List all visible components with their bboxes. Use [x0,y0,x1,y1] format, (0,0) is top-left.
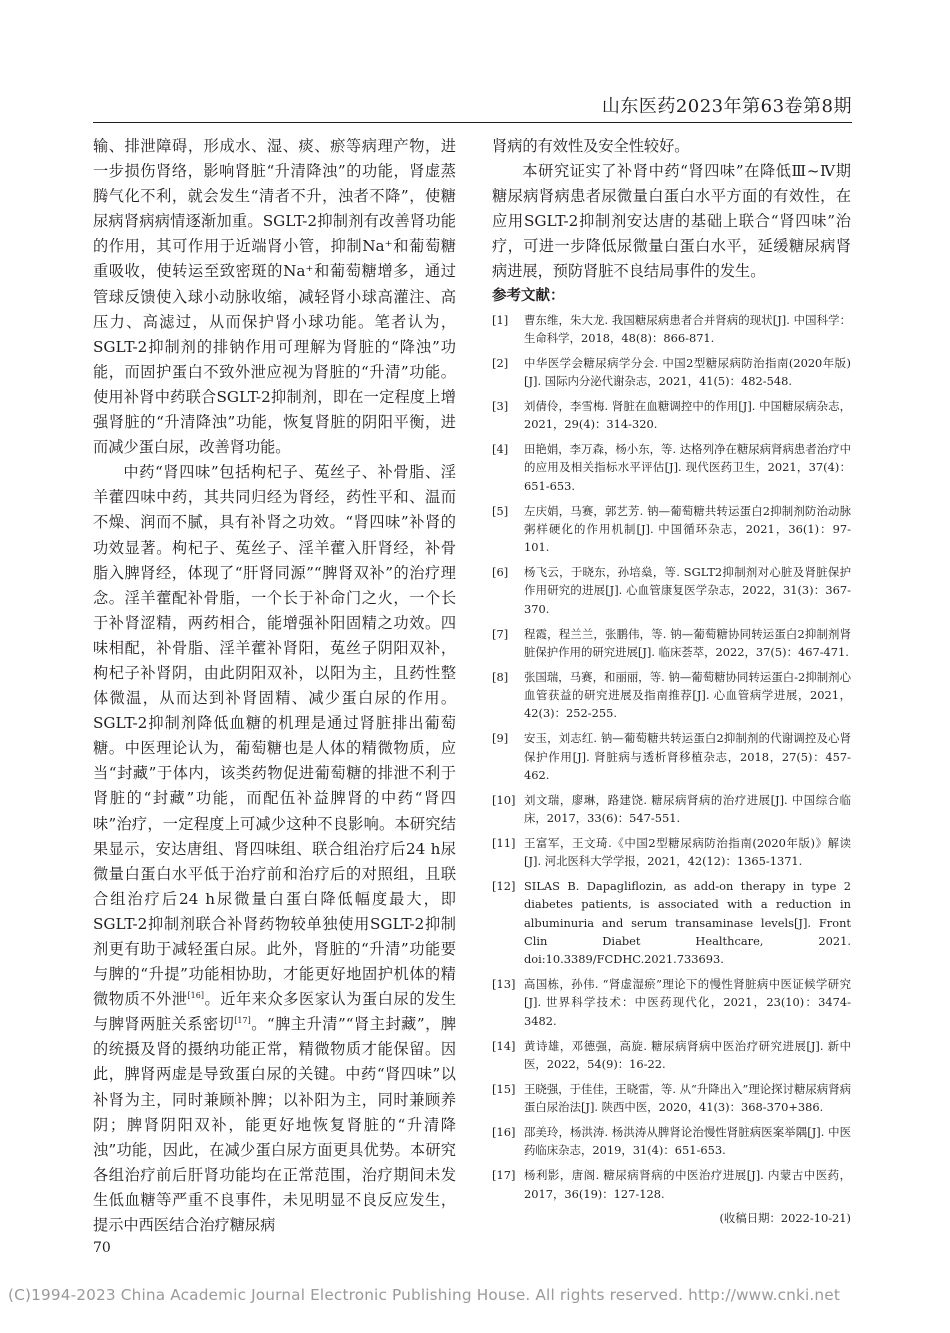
reference-item [492,668,851,723]
running-header [93,92,852,123]
reference-text: 安玉，刘志红. 钠—葡萄糖共转运蛋白2抑制剂的代谢调控及心肾保护作用[J]. 肾脏病与透析肾移植杂志，2018，27(5)：457-462. [524,731,851,782]
body-paragraph-2-text: 中药“肾四味”包括枸杞子、菟丝子、补骨脂、淫羊藿四味中药，其共同归经为肾经，药性平和、温而不燥、润而不腻，具有补肾之功效。“肾四味”补肾的功效显著。枸杞子、菟丝子、淫羊藿入肝肾经，补骨脂入脾肾经，体现了“肝肾同源”“脾肾双补”的治疗理念。淫羊藿配补骨脂，一个长于补命门之火，一个长于补肾涩精，两药相合，能增强补阳固精之功效。四味相配，补骨脂、淫羊藿补肾阳，菟丝子阴阳双补，枸杞子补肾阴，由此阴阳双补，以阳为主，且药性整体微温，从而达到补肾固精、减少蛋白尿的作用。SGLT-2抑制剂降低血糖的机理是通过肾脏排出葡萄糖。中医理论认为，葡萄糖也是人体的精微物质，应当“封藏”于体内，该类药物促进葡萄糖的排泄不利于肾脏的“封藏”功能，而配伍补益脾肾的中药“肾四味”治疗，一定程度上可减少这种不良影响。本研究结果显示，安达唐组、肾四味组、联合组治疗后24 h尿微量白蛋白水平低于治疗前和治疗后的对照组，且联合组治疗后24 h尿微量白蛋白降低幅度最大，即SGLT-2抑制剂联合补肾药物较单独使用SGLT-2抑制剂更有助于减轻蛋白尿。此外，肾脏的“升清”功能要与脾的“升提”功能相协助，才能更好地固护机体的精微物质不外泄 [93,463,456,1009]
conclusion-paragraph: 本研究证实了补肾中药“肾四味”在降低Ⅲ~Ⅳ期糖尿病肾病患者尿微量白蛋白水平方面的有效性，在应用SGLT-2抑制剂安达唐的基础上联合“肾四味”治疗，可进一步降低尿微量白蛋白水平，延缓糖尿病肾病进展，预防肾脏不良结局事件的发生。 [492,162,851,281]
body-paragraph-2-tail2: 。“脾主升清”“肾主封藏”，脾的统摄及肾的摄纳功能正常，精微物质才能保留。因此，脾肾两虚是导致蛋白尿的关键。中药“肾四味”以补肾为主，同时兼顾补脾；以补阳为主，同时兼顾养阴；脾肾阴阳双补，能更好地恢复肾脏的“升清降浊”功能，因此，在减少蛋白尿方面更具优势。本研究各组治疗前后肝肾功能均在正常范围，治疗期间未发生低血糖等严重不良事件，未见明显不良反应发生，提示中西医结合治疗糖尿病 [93,1015,457,1235]
reference-text: 杨利影，唐阁. 糖尿病肾病的中医治疗进展[J]. 内蒙古中医药，2017，36(19)：127-128. [524,1168,851,1201]
reference-text: 刘文瑞，廖琳，路建饶. 糖尿病肾病的治疗进展[J]. 中国综合临床，2017，33(6)：547-551. [524,792,851,826]
reference-item [492,440,851,495]
reference-number: [13] [492,977,516,992]
reference-list [492,311,851,1203]
reference-item [492,1080,851,1117]
reference-number: [4] [492,442,509,457]
reference-item [492,729,851,784]
reference-item [492,311,851,348]
body-paragraph-2-tail: 。近年来众多医家认为蛋白尿的发生与脾肾两脏关系密切 [93,990,457,1034]
reference-item [492,625,851,662]
reference-number: [11] [492,835,516,850]
reference-item [492,877,851,968]
journal-issue: 山东医药2023年第63卷第8期 [601,96,852,117]
citation-17[interactable]: [17] [234,1016,251,1026]
reference-number: [12] [492,879,516,894]
reference-text: 杨飞云，于晓东，孙培燊，等. SGLT2抑制剂对心脏及肾脏保护作用研究的进展[J]. 心血管康复医学杂志，2022，31(3)：367-370. [524,565,851,616]
copyright-watermark: (C)1994-2023 China Academic Journal Electronic Publishing House. All rights reserved. http://www.cnki.net [8,1286,840,1304]
reference-number: [7] [492,626,509,641]
reference-text: 左庆娟，马赛，郭艺芳. 钠—葡萄糖共转运蛋白2抑制剂防治动脉粥样硬化的作用机制[J]. 中国循环杂志，2021，36(1)：97-101. [524,503,851,555]
references-heading: 参考文献： [492,286,565,304]
right-column [492,134,851,1227]
reference-number: [16] [492,1125,516,1140]
reference-text: 程霞，程兰兰，张鹏伟，等. 钠—葡萄糖协同转运蛋白2抑制剂肾脏保护作用的研究进展[J]. 临床荟萃，2022，37(5)：467-471. [524,626,851,659]
body-paragraph-1: 输、排泄障碍，形成水、湿、痰、瘀等病理产物，进一步损伤肾络，影响肾脏“升清降浊”的功能，肾虚蒸腾气化不利，就会发生“清者不升，浊者不降”，使糖尿病肾病病情逐渐加重。SGLT-2抑制剂有改善肾功能的作用，其可作用于近端肾小管，抑制Na⁺和葡萄糖重吸收，使转运至致密斑的Na⁺和葡萄糖增多，通过管球反馈使入球小动脉收缩，减轻肾小球高灌注、高压力、高滤过，从而保护肾小球功能。笔者认为，SGLT-2抑制剂的排钠作用可理解为肾脏的“降浊”功能，而固护蛋白不致外泄应视为肾脏的“升清”功能。使用补肾中药联合SGLT-2抑制剂，即在一定程度上增强肾脏的“升清降浊”功能，恢复肾脏的阴阳平衡，进而减少蛋白尿，改善肾功能。 [93,137,456,457]
reference-item [492,354,851,391]
reference-item [492,563,851,618]
reference-item [492,791,851,828]
reference-item [492,1123,851,1160]
reference-text: 高国栋，孙伟. “肾虚湿瘀”理论下的慢性肾脏病中医证候学研究[J]. 世界科学技术：中医药现代化，2021，23(10)：3474-3482. [524,977,851,1028]
reference-text: 田艳娟，李万森，杨小东，等. 达格列净在糖尿病肾病患者治疗中的应用及相关指标水平评估[J]. 现代医药卫生，2021，37(4)：651-653. [524,442,851,493]
reference-item [492,1166,851,1203]
reference-number: [8] [492,669,509,684]
reference-text: 张国瑞，马赛，和丽丽，等. 钠—葡萄糖协同转运蛋白-2抑制剂心血管获益的研究进展及指南推荐[J]. 心血管病学进展，2021，42(3)：252-255. [524,669,851,721]
page-number: 70 [93,1240,111,1256]
reference-number: [2] [492,355,509,370]
reference-text: 黄诗雄，邓德强，高旋. 糖尿病肾病中医治疗研究进展[J]. 新中医，2022，54(9)：16-22. [524,1038,851,1071]
reference-item [492,834,851,871]
reference-item [492,397,851,434]
reference-text: 王富军，王文琦.《中国2型糖尿病防治指南(2020年版)》解读[J]. 河北医科大学学报，2021，42(12)：1365-1371. [524,835,851,869]
continuation-text: 肾病的有效性及安全性较好。 [492,137,690,155]
reference-text: 王晓强，于佳佳，王晓雷，等. 从“升降出入”理论探讨糖尿病肾病蛋白尿治法[J]. 陕西中医，2020，41(3)：368-370+386. [524,1081,851,1115]
reference-number: [6] [492,565,509,580]
reference-text: SILAS B. Dapagliflozin, as add-on therapy in type 2 diabetes patients, is associated with a reduction in albuminuria and serum transaminase levels[J]. Front Clin Diabet Healthcare, 2021. doi:10.3389/FCDHC.2021.733693. [524,879,851,967]
reference-text: 曹东维，朱大龙. 我国糖尿病患者合并肾病的现状[J]. 中国科学：生命科学，2018，48(8)：866-871. [524,312,851,345]
reference-item [492,1037,851,1074]
left-column [93,134,456,1238]
reference-text: 邵美玲，杨洪涛. 杨洪涛从脾肾论治慢性肾脏病医案举隅[J]. 中医药临床杂志，2019，31(4)：651-653. [524,1125,851,1158]
reference-item [492,975,851,1030]
reference-number: [10] [492,792,516,807]
citation-16[interactable]: [16] [187,991,204,1001]
reference-number: [1] [492,312,509,327]
reference-number: [9] [492,731,509,746]
reference-item [492,502,851,557]
reference-text: 中华医学会糖尿病学分会. 中国2型糖尿病防治指南(2020年版)[J]. 国际内分泌代谢杂志，2021，41(5)：482-548. [524,355,851,389]
reference-number: [5] [492,503,509,518]
body-paragraph-2 [93,460,456,1238]
reference-number: [14] [492,1038,516,1053]
received-date: (收稿日期：2022-10-21) [719,1211,851,1226]
reference-number: [3] [492,398,509,413]
reference-text: 刘倩伶，李雪梅. 肾脏在血糖调控中的作用[J]. 中国糖尿病杂志，2021，29(4)：314-320. [524,398,851,432]
reference-number: [15] [492,1081,516,1096]
reference-number: [17] [492,1168,516,1183]
